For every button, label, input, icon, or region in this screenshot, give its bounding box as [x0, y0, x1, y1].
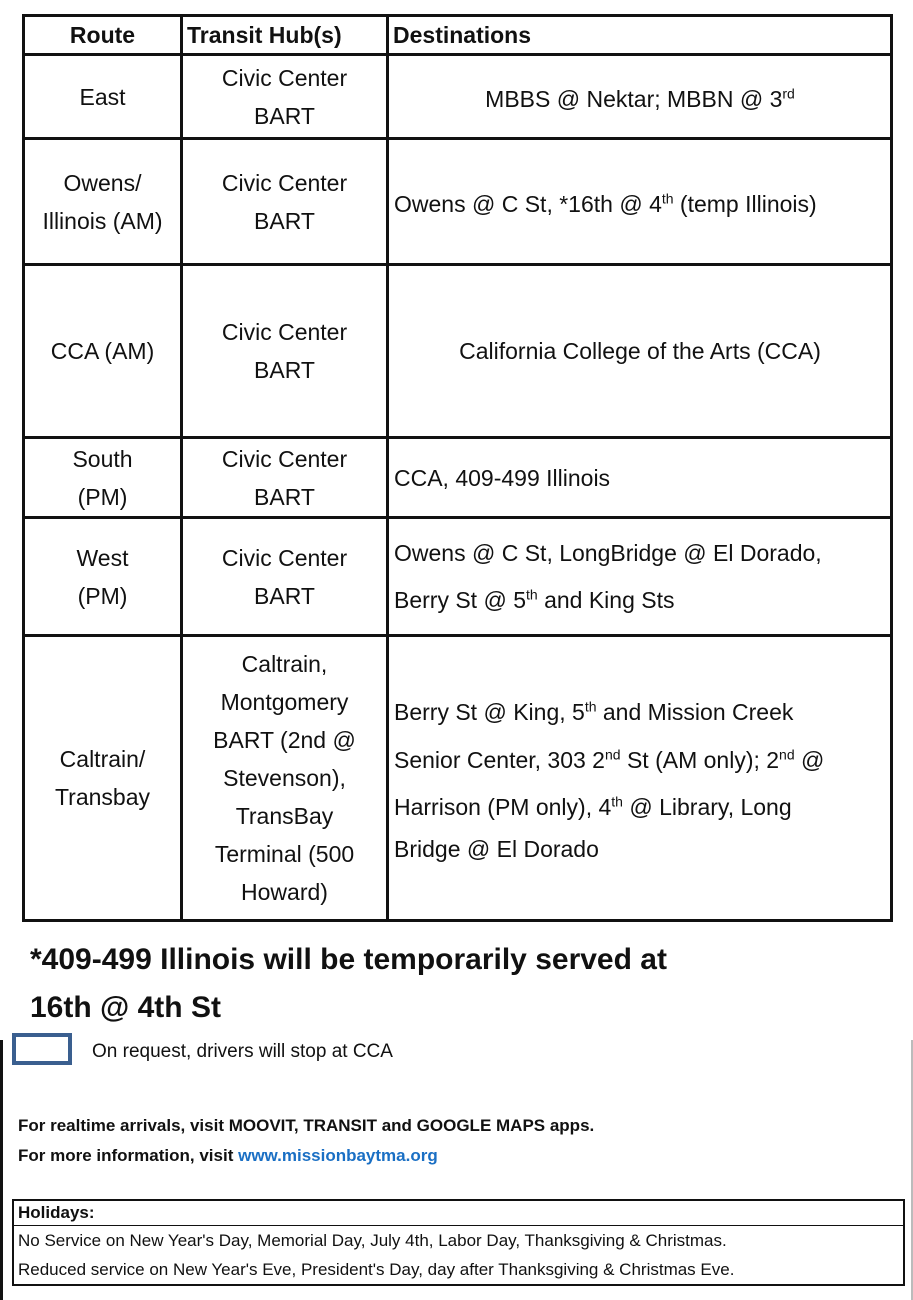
holidays-box — [12, 1199, 905, 1286]
route-cell: Caltrain/ Transbay — [24, 636, 182, 921]
table-row — [24, 265, 892, 438]
website-link[interactable]: www.missionbaytma.org — [238, 1146, 438, 1165]
hub-cell: Civic Center BART — [182, 438, 388, 518]
route-cell: Owens/ Illinois (AM) — [24, 139, 182, 265]
route-cell: West (PM) — [24, 518, 182, 636]
route-cell: CCA (AM) — [24, 265, 182, 438]
note-line-1: *409-499 Illinois will be temporarily served at — [30, 943, 667, 976]
destinations-cell: Berry St @ King, 5th and Mission Creek Senior Center, 303 2nd St (AM only); 2nd @ Harrison (PM only), 4th @ Library, Long Bridge @ El Dorado — [388, 636, 892, 921]
hub-cell: Caltrain, Montgomery BART (2nd @ Stevenson), TransBay Terminal (500 Howard) — [182, 636, 388, 921]
holidays-title: Holidays: — [14, 1201, 903, 1226]
column-header-destinations: Destinations — [388, 16, 892, 55]
legend-text: On request, drivers will stop at CCA — [92, 1041, 393, 1062]
column-header-route: Route — [24, 16, 182, 55]
destinations-cell: California College of the Arts (CCA) — [388, 265, 892, 438]
route-cell: South (PM) — [24, 438, 182, 518]
note-line-2: 16th @ 4th St — [30, 991, 221, 1024]
table-row — [24, 55, 892, 139]
hub-cell: Civic Center BART — [182, 55, 388, 139]
more-info — [18, 1146, 438, 1166]
destinations-cell: MBBS @ Nektar; MBBN @ 3rd — [388, 55, 892, 139]
route-cell: East — [24, 55, 182, 139]
destinations-cell: CCA, 409-499 Illinois — [388, 438, 892, 518]
destinations-cell: Owens @ C St, LongBridge @ El Dorado, Berry St @ 5th and King Sts — [388, 518, 892, 636]
table-row — [24, 438, 892, 518]
hub-cell: Civic Center BART — [182, 139, 388, 265]
legend-swatch — [12, 1033, 72, 1065]
reduced-service-line: Reduced service on New Year's Eve, President's Day, day after Thanksgiving & Christmas Eve. — [18, 1260, 735, 1279]
no-service-line: No Service on New Year's Day, Memorial Day, July 4th, Labor Day, Thanksgiving & Christmas. — [18, 1231, 727, 1250]
table-row — [24, 636, 892, 921]
destinations-cell: Owens @ C St, *16th @ 4th (temp Illinois) — [388, 139, 892, 265]
left-border-line — [0, 1040, 3, 1300]
table-row — [24, 139, 892, 265]
more-info-prefix: For more information, visit — [18, 1146, 239, 1165]
hub-cell: Civic Center BART — [182, 518, 388, 636]
hub-cell: Civic Center BART — [182, 265, 388, 438]
temporary-service-note — [30, 936, 890, 1032]
realtime-info: For realtime arrivals, visit MOOVIT, TRANSIT and GOOGLE MAPS apps. — [18, 1116, 595, 1135]
table-row — [24, 518, 892, 636]
column-header-transit-hubs: Transit Hub(s) — [182, 16, 388, 55]
table-header-row — [24, 16, 892, 55]
shuttle-routes-table — [22, 14, 893, 922]
